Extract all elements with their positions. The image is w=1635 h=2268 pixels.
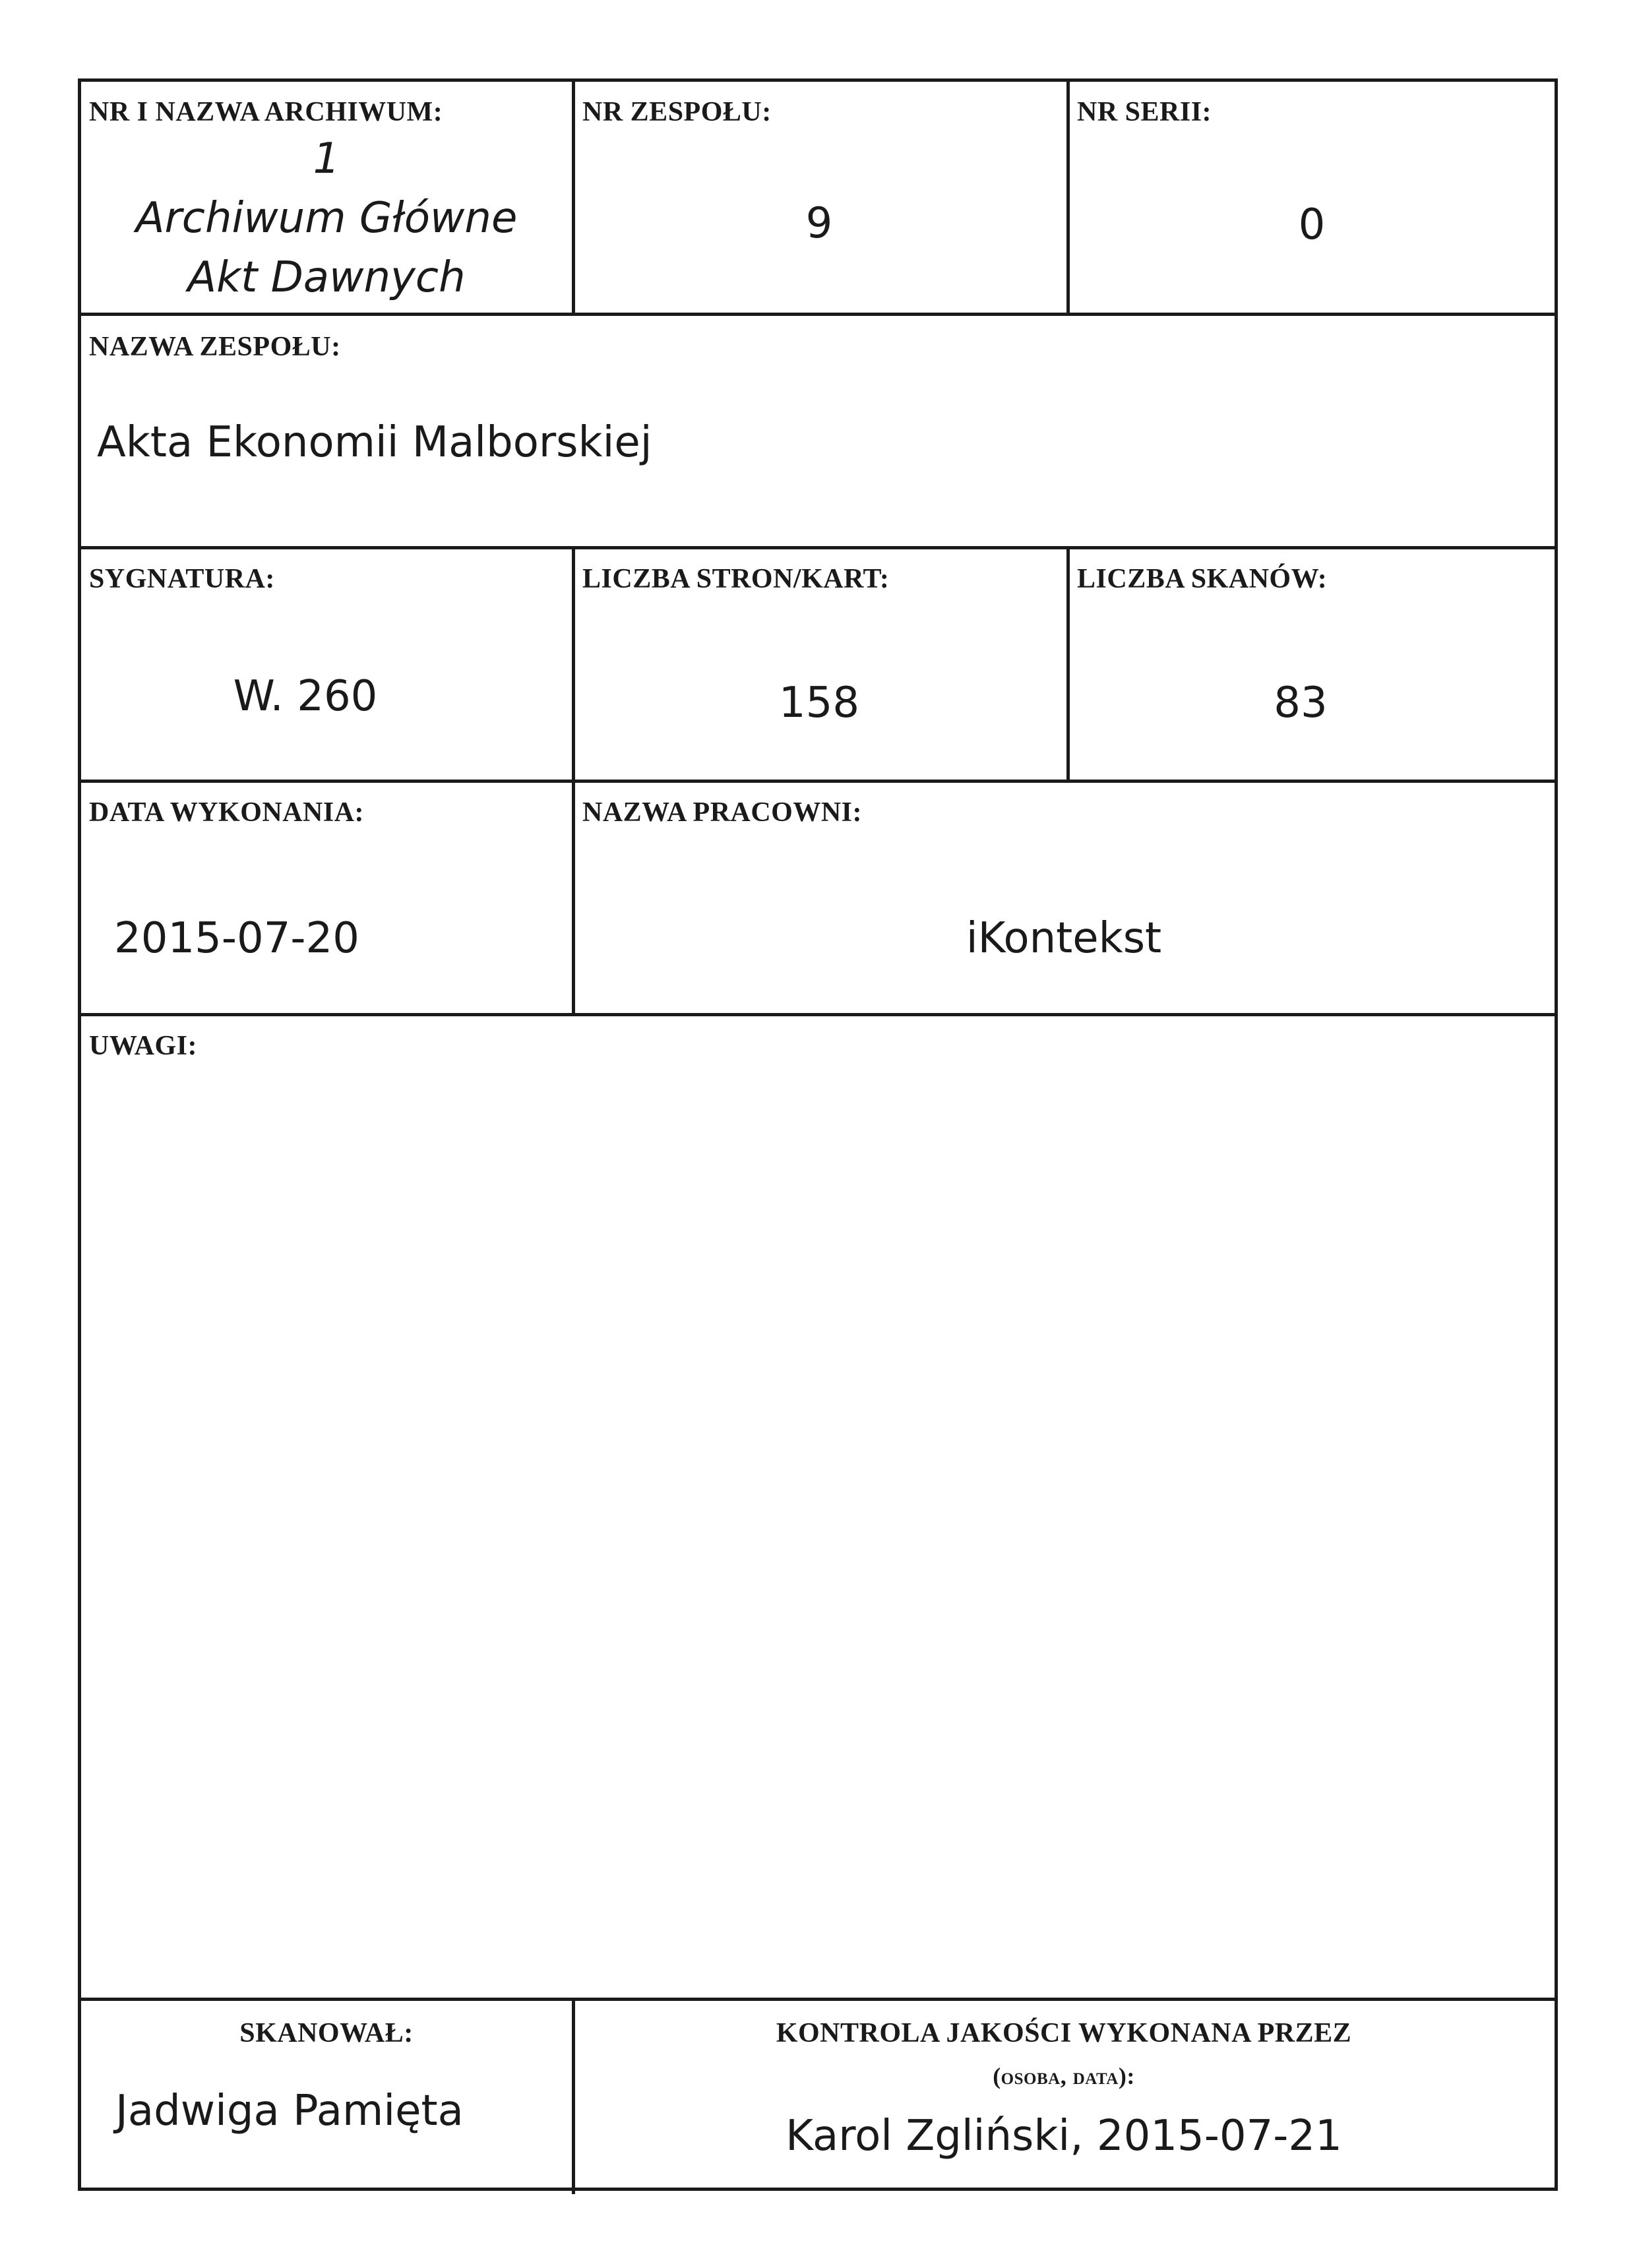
pages-value: 158 [778,679,860,727]
scans-value: 83 [1274,679,1328,727]
series-number-value: 0 [1298,200,1326,249]
column-divider [572,546,575,780]
fond-number-value: 9 [805,199,833,248]
row-divider [81,780,1555,783]
remarks-label: UWAGI: [89,1031,198,1061]
fond-name-label: NAZWA ZESPOŁU: [89,332,341,362]
archive-number: 1 [313,135,340,183]
column-divider [1066,82,1070,313]
scans-label: LICZBA SKANÓW: [1077,564,1328,594]
row-divider [81,546,1555,549]
archive-name-line1: Archiwum Główne [135,194,518,243]
date-done-label: DATA WYKONANIA: [89,797,365,828]
row-divider [81,1013,1555,1016]
quality-control-value: Karol Zgliński, 2015-07-21 [786,2112,1342,2161]
column-divider [572,82,575,313]
archive-name-line2: Akt Dawnych [187,253,466,302]
signature-label: SYGNATURA: [89,564,275,594]
fond-name-value: Akta Ekonomii Malborskiej [97,418,652,467]
column-divider [572,780,575,1013]
fond-number-label: NR ZESPOŁU: [582,97,772,127]
pages-label: LICZBA STRON/KART: [582,564,890,594]
column-divider [1066,546,1070,780]
series-number-label: NR SERII: [1077,97,1212,127]
archive-label: NR I NAZWA ARCHIWUM: [89,97,443,127]
quality-control-sublabel: (osoba, data): [993,2063,1135,2089]
row-divider [81,1998,1555,2001]
signature-value: W. 260 [233,672,378,721]
row-divider [81,313,1555,316]
studio-value: iKontekst [966,914,1162,963]
metadata-card [78,78,1558,2191]
scanned-by-label: SKANOWAŁ: [239,2018,414,2048]
date-done-value: 2015-07-20 [114,914,359,963]
studio-label: NAZWA PRACOWNI: [582,797,863,828]
scanned-by-value: Jadwiga Pamięta [115,2087,464,2135]
quality-control-label: KONTROLA JAKOŚCI WYKONANA PRZEZ [776,2018,1352,2048]
